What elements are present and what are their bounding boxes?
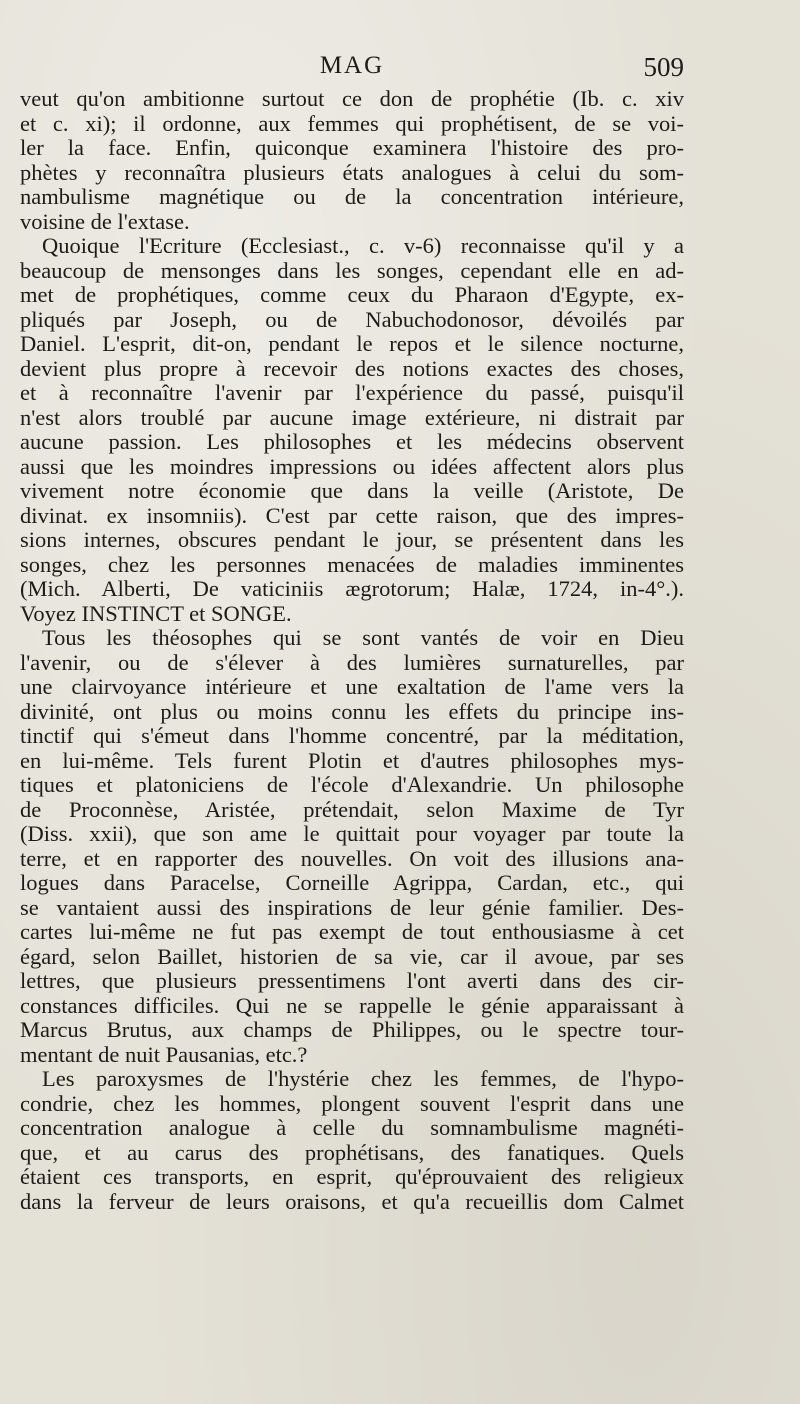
text-line: nambulisme magnétique ou de la concentration intérieure, — [20, 184, 684, 209]
text-line: en lui-même. Tels furent Plotin et d'autres philosophes mys- — [20, 747, 684, 773]
text-line: concentration analogue à celle du somnambulisme magnéti- — [20, 1115, 684, 1140]
text-line: tinctif qui s'émeut dans l'homme concentré, par la méditation, — [20, 723, 684, 748]
text-line: mentant de nuit Pausanias, etc.? — [20, 1041, 308, 1067]
text-line: vivement notre économie que dans la veille (Aristote, De — [20, 478, 684, 503]
text-line: aussi que les moindres impressions ou idées affectent alors plus — [20, 453, 684, 479]
page-number: 509 — [643, 52, 684, 82]
text-line: étaient ces transports, en esprit, qu'éprouvaient des religieux — [20, 1164, 684, 1189]
text-line: égard, selon Baillet, historien de sa vie, car il avoue, par ses — [20, 943, 684, 969]
text-line: Tous les théosophes qui se sont vantés de voir en Dieu — [42, 625, 684, 650]
text-line: une clairvoyance intérieure et une exaltation de l'ame vers la — [20, 674, 684, 699]
text-line: songes, chez les personnes menacées de maladies imminentes — [20, 551, 684, 577]
text-line: veut qu'on ambitionne surtout ce don de prophétie (Ib. c. xiv — [20, 86, 684, 111]
text-line: que, et au carus des prophétisans, des fanatiques. Quels — [20, 1139, 684, 1165]
text-line: Les paroxysmes de l'hystérie chez les femmes, de l'hypo- — [42, 1066, 684, 1091]
text-line: Quoique l'Ecriture (Ecclesiast., c. v-6) reconnaisse qu'il y a — [42, 233, 684, 258]
text-line: Voyez INSTINCT et SONGE. — [20, 600, 292, 626]
text-line: phètes y reconnaîtra plusieurs états analogues à celui du som- — [20, 159, 684, 185]
text-line: beaucoup de mensonges dans les songes, cependant elle en ad- — [20, 257, 684, 283]
text-line: divinité, ont plus ou moins connu les effets du principe ins- — [20, 698, 684, 724]
text-line: sions internes, obscures pendant le jour, se présentent dans les — [20, 527, 684, 552]
body-text — [20, 87, 684, 1214]
text-line: de Proconnèse, Aristée, prétendait, selon Maxime de Tyr — [20, 796, 684, 822]
text-line: tiques et platoniciens de l'école d'Alexandrie. Un philosophe — [20, 772, 684, 797]
text-line: et c. xi); il ordonne, aux femmes qui prophétisent, de se voi- — [20, 110, 684, 136]
text-line: pliqués par Joseph, ou de Nabuchodonosor, dévoilés par — [20, 306, 684, 332]
text-line: constances difficiles. Qui ne se rappelle le génie apparaissant à — [20, 992, 684, 1018]
running-title: MAG — [319, 52, 385, 79]
text-line: devient plus propre à recevoir des notions exactes des choses, — [20, 355, 684, 381]
text-line: dans la ferveur de leurs oraisons, et qu'a recueillis dom Calmet — [20, 1188, 684, 1214]
text-line: met de prophétiques, comme ceux du Pharaon d'Egypte, ex- — [20, 282, 684, 307]
text-line: (Diss. xxii), que son ame le quittait pour voyager par toute la — [20, 821, 684, 846]
text-line: se vantaient aussi des inspirations de leur génie familier. Des- — [20, 894, 684, 920]
text-line: logues dans Paracelse, Corneille Agrippa, Cardan, etc., qui — [20, 870, 684, 895]
text-line: aucune passion. Les philosophes et les médecins observent — [20, 429, 684, 454]
text-line: divinat. ex insomniis). C'est par cette raison, que des impres- — [20, 502, 684, 528]
text-line: Daniel. L'esprit, dit-on, pendant le repos et le silence nocturne, — [20, 331, 684, 356]
text-line: Marcus Brutus, aux champs de Philippes, ou le spectre tour- — [20, 1017, 684, 1042]
text-line: n'est alors troublé par aucune image extérieure, ni distrait par — [20, 404, 684, 430]
text-line: et à reconnaître l'avenir par l'expérience du passé, puisqu'il — [20, 380, 684, 405]
text-line: lettres, que plusieurs pressentimens l'ont averti dans des cir- — [20, 968, 684, 993]
text-line: terre, et en rapporter des nouvelles. On voit des illusions ana- — [20, 845, 684, 871]
text-line: l'avenir, ou de s'élever à des lumières surnaturelles, par — [20, 649, 684, 675]
text-line: (Mich. Alberti, De vaticiniis ægrotorum; Halæ, 1724, in-4°.). — [20, 576, 684, 601]
text-line: voisine de l'extase. — [20, 208, 190, 234]
text-line: condrie, chez les hommes, plongent souvent l'esprit dans une — [20, 1090, 684, 1116]
text-line: cartes lui-même ne fut pas exempt de tout enthousiasme à cet — [20, 919, 684, 944]
text-line: ler la face. Enfin, quiconque examinera l'histoire des pro- — [20, 135, 684, 160]
